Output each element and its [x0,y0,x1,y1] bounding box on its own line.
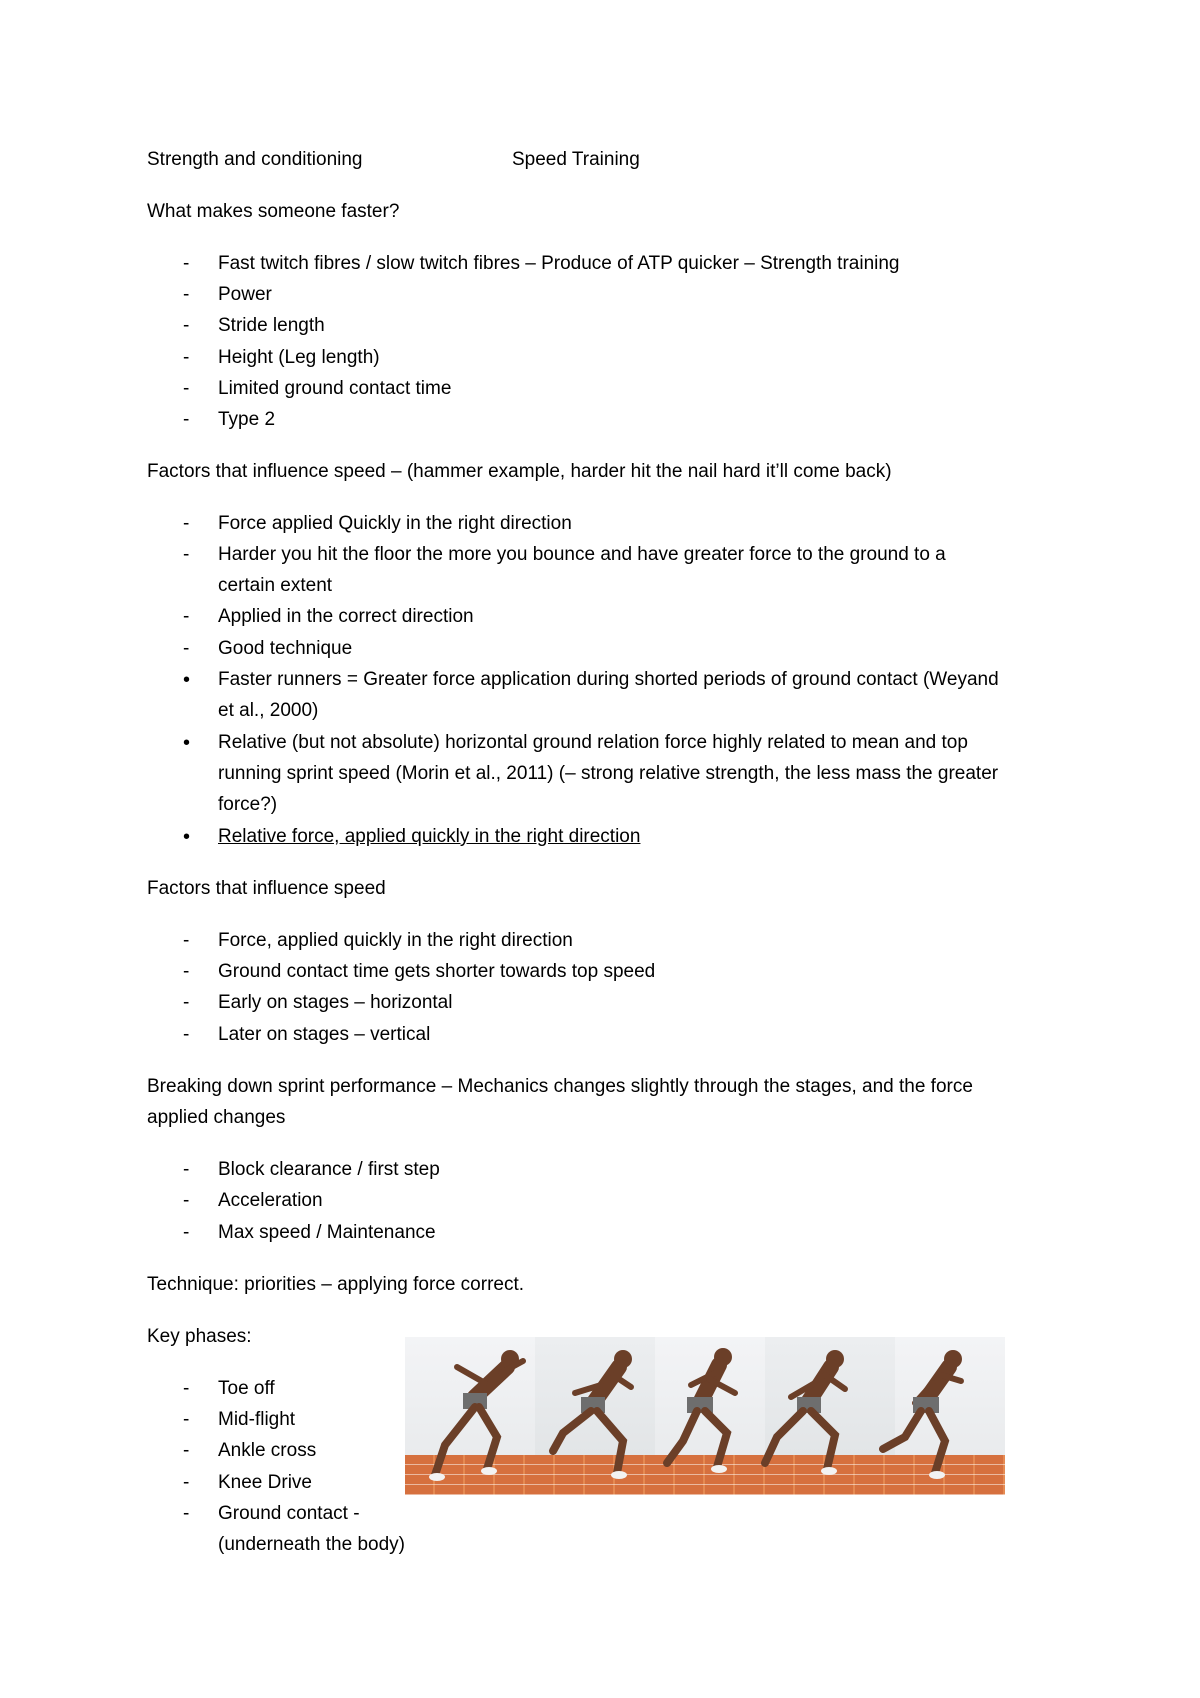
sprinter-figure-1 [435,1350,523,1475]
header-right: Speed Training [512,149,640,170]
section-heading: Breaking down sprint performance – Mechanics changes slightly through the stages, and the force [147,1076,973,1097]
question-heading: What makes someone faster? [147,201,400,222]
sprinter-figures [405,1337,1005,1495]
header-left: Strength and conditioning [147,149,363,170]
sprinter-sequence-photo [405,1337,1005,1495]
section-heading-continuation: applied changes [147,1107,286,1128]
key-phases-heading: Key phases: [147,1326,252,1347]
technique-heading: Technique: priorities – applying force correct. [147,1274,525,1295]
sprinter-figure-4 [765,1350,845,1469]
section-heading: Factors that influence speed [147,878,386,899]
sprinter-figure-2 [553,1350,632,1473]
section-heading: Factors that influence speed – (hammer example, harder hit the nail hard it’ll come back) [147,461,892,482]
sprinter-figure-3 [667,1348,735,1467]
sprinter-figure-5 [883,1350,962,1473]
document-page: Strength and conditioning Speed Training What makes someone faster? - Fast twitch fibres / slow twitch fibres – Produce of ATP quicker – Strength training - Power - Stride length - Height (Leg length) - Limited ground contact time - Type 2 Factors that influence speed – (hammer example, harder hit the nail hard it’ll come back) - Force applied Quickly in the right direction - Harder you hit the floor the more you bounce and have greater force to the ground to a certain extent - Applied in the correct direction - Good technique • Faster runners = Greater force application during shorted periods of ground contact (Weyand et al., 2000) • Relative (but not absolute) horizontal ground relation force highly related to mean and top running sprint speed (Morin et al., 2011) (– strong relative strength, the less mass the greater force?) • Relative force, applied quickly in the right direction Factors that influence speed - Force, applied quickly in the right direction - Ground contact time gets shorter towards top speed - Early on stages – horizontal - Later on stages – vertical Breaking down sprint performance – Mechanics changes slightly through the stages, and the force applied changes - Block clearance / first step - Acceleration - Max speed / Maintenance Technique: priorities – applying force correct. Key phases: - Toe off - Mid-flight - Ankle cross - Knee Drive - Ground contact - (underneath the body) [0,0,1200,1698]
